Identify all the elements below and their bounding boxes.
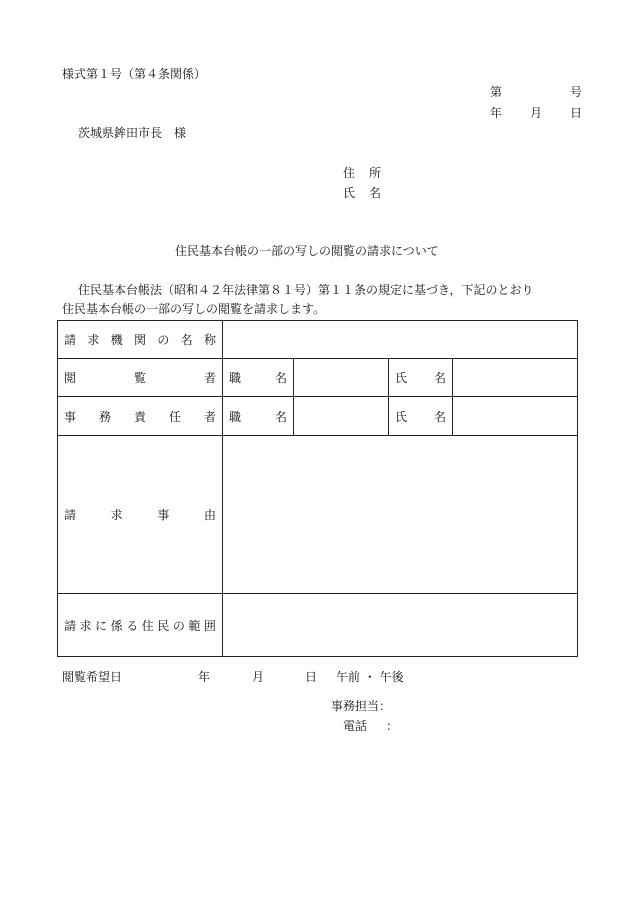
form-number: 様式第１号（第４条関係） [62,67,207,81]
date-month: 月 [529,106,542,120]
manager-post-label: 職 名 [223,397,294,436]
org-name-field[interactable] [223,321,578,359]
name-label: 氏 名 [343,186,381,200]
date-year: 年 [490,106,503,120]
org-name-label: 請 求 機 関 の 名 称 [58,321,223,359]
phone-colon: ： [386,719,399,733]
viewer-post-label: 職 名 [223,359,294,397]
desired-date-day: 日 [305,670,318,684]
document-title: 住民基本台帳の一部の写しの閲覧の請求について [175,244,439,258]
document-number-suffix: 号 [569,85,582,99]
manager-label: 事 務 責 任 者 [58,397,223,436]
document-number-line [490,86,582,98]
request-form-table [57,320,578,657]
scope-label: 請 求 に 係 る 住 民 の 範 囲 [58,594,223,657]
desired-date-label: 閲覧希望日 [62,670,123,684]
document-date-line [490,107,582,119]
body-line-1: 住民基本台帳法（昭和４２年法律第８１号）第１１条の規定に基づき，下記のとおり [78,283,534,297]
addressee: 茨城県鉾田市長 様 [78,126,187,140]
address-label: 住 所 [343,166,381,180]
body-line-2: 住民基本台帳の一部の写しの閲覧を請求します。 [62,302,326,316]
manager-name-field[interactable] [453,397,578,436]
viewer-name-field[interactable] [453,359,578,397]
desired-date-month: 月 [252,670,265,684]
viewer-post-field[interactable] [294,359,389,397]
viewer-name-label: 氏 名 [389,359,453,397]
reason-label: 請 求 事 由 [58,436,223,594]
viewer-label: 閲 覧 者 [58,359,223,397]
am-pm-choice: 午前 ・ 午後 [336,670,404,684]
date-day: 日 [569,106,582,120]
manager-name-label: 氏 名 [389,397,453,436]
staff-label: 事務担当： [331,699,392,713]
desired-date-year: 年 [198,670,211,684]
scope-field[interactable] [223,594,578,657]
reason-field[interactable] [223,436,578,594]
document-number-prefix: 第 [490,85,503,99]
phone-label: 電話 [343,719,368,733]
manager-post-field[interactable] [294,397,389,436]
